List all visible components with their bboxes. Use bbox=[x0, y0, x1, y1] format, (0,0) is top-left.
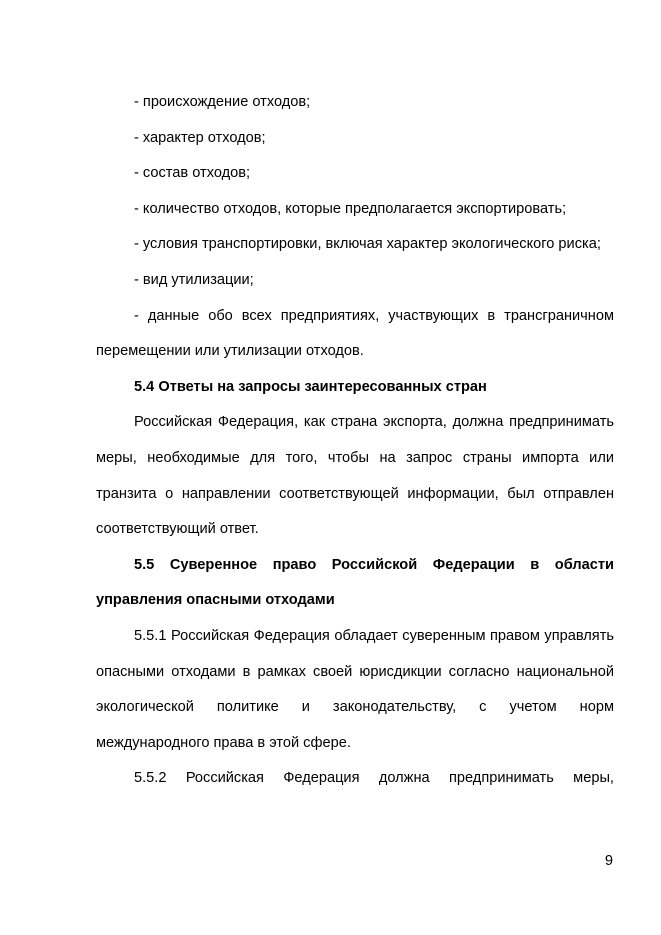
paragraph-5-5-2: 5.5.2 Российская Федерация должна предпринимать меры, bbox=[134, 770, 614, 787]
section-heading-5-4: 5.4 Ответы на запросы заинтересованных стран bbox=[134, 378, 487, 395]
list-item-waste-origin: - происхождение отходов; bbox=[134, 94, 311, 110]
list-item-disposal-type: - вид утилизации; bbox=[134, 271, 254, 288]
list-item-enterprises-data: - данные обо всех предприятиях, участвующих в трансграничном перемещении или утилизации отходов. bbox=[96, 307, 614, 360]
page-number: 9 bbox=[604, 853, 613, 869]
list-item-waste-quantity: - количество отходов, которые предполагается экспортировать; bbox=[134, 200, 567, 217]
list-item-waste-composition: - состав отходов; bbox=[134, 165, 251, 182]
list-item-waste-nature: - характер отходов; bbox=[134, 129, 266, 146]
page-body bbox=[96, 85, 614, 797]
section-heading-5-5: 5.5 Суверенное право Российской Федерации в области управления опасными отходами bbox=[96, 556, 614, 609]
paragraph-5-4-body: Российская Федерация, как страна экспорта, должна предпринимать меры, необходимые для того, чтобы на запрос страны импорта или транзита о направлении соответствующей информации, был отправлен соответствующий ответ. bbox=[96, 414, 614, 538]
paragraph-5-5-1: 5.5.1 Российская Федерация обладает суверенным правом управлять опасными отходами в рамках своей юрисдикции согласно национальной экологической политике и законодательству, с учетом норм международного права в этой сфере. bbox=[96, 627, 614, 751]
list-item-transport-conditions: - условия транспортировки, включая характер экологического риска; bbox=[134, 236, 601, 253]
